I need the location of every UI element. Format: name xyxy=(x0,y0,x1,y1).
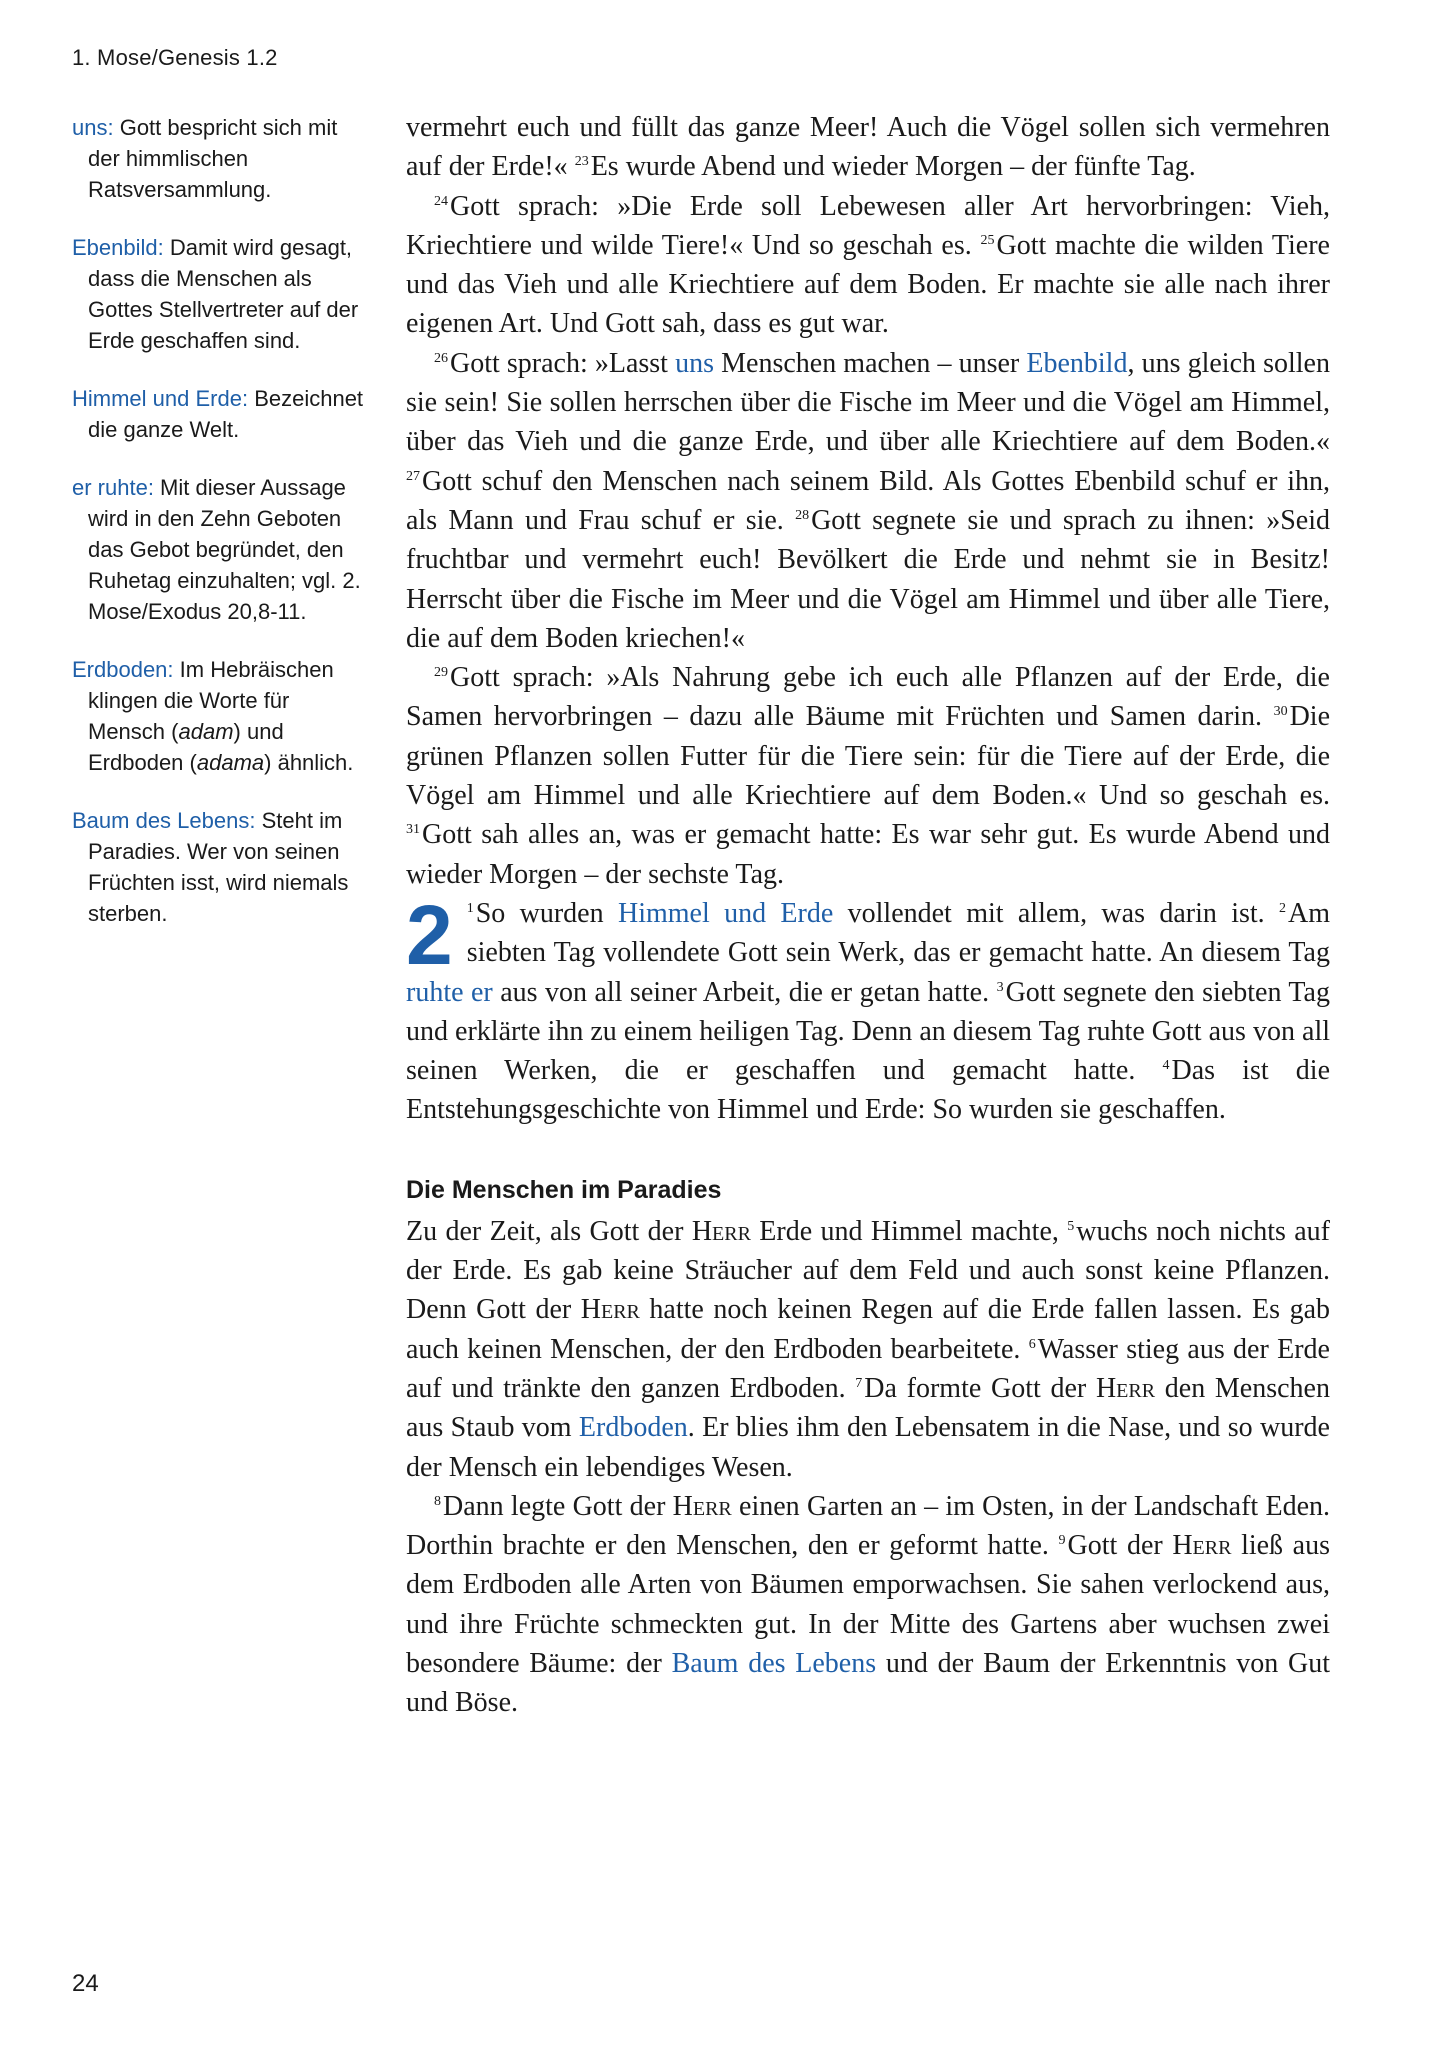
text: . Er blies ihm den Lebensatem in die Nase, und so wurde der Mensch ein lebendiges Wesen. xyxy=(406,1412,1330,1483)
paragraph xyxy=(406,344,1330,658)
text: , uns gleich sollen sie sein! Sie sollen herrschen über die Fische im Meer und die Vögel am Himmel, über das Vieh und die ganze Erde, und über alle Kriechtiere auf dem Boden.« xyxy=(406,347,1330,458)
divine-name: Herr xyxy=(691,1215,751,1247)
note-ebenbild xyxy=(72,232,372,356)
note-uns xyxy=(72,112,372,205)
page-number: 24 xyxy=(72,1970,99,1997)
note-text: ) ähnlich. xyxy=(264,750,354,775)
verse-number: 24 xyxy=(434,193,448,209)
text: Gott sprach: »Die Erde soll Lebewesen aller Art hervorbringen: Vieh, Kriechtiere und wilde Tiere!« Und so geschah es. xyxy=(406,190,1330,261)
annotated-term-uns[interactable]: uns xyxy=(675,347,714,379)
text: hatte noch keinen Regen auf die Erde fallen lassen. Es gab auch keinen Menschen, der den Erdboden bearbeitete. xyxy=(406,1294,1330,1365)
text: den Menschen aus Staub vom xyxy=(406,1372,1330,1444)
text: Da formte Gott der xyxy=(864,1372,1096,1404)
note-baum-des-lebens xyxy=(72,805,372,929)
text: Das ist die Entstehungsgeschichte von Himmel und Erde: So wurden sie geschaffen. xyxy=(406,1055,1330,1126)
verse-number: 5 xyxy=(1067,1218,1075,1234)
note-emphasis: adama xyxy=(196,750,265,775)
verse-number: 9 xyxy=(1058,1533,1066,1549)
text: Gott schuf den Menschen nach seinem Bild. Als Gottes Ebenbild schuf er ihn, als Mann und Frau schuf er sie. xyxy=(406,465,1330,536)
note-text: Im Hebräischen klingen die Worte für Mensch ( xyxy=(88,657,334,744)
text: einen Garten an – im Osten, in der Landschaft Eden. Dorthin brachte er den Menschen, den er geformt hatte. xyxy=(406,1490,1331,1562)
text: Gott machte die wilden Tiere und das Vieh und alle Kriechtiere auf dem Boden. Er machte sie alle nach ihrer eigenen Art. Und Gott sah, dass es gut war. xyxy=(406,229,1330,340)
text: Gott segnete den siebten Tag und erklärte ihn zu einem heiligen Tag. Denn an diesem Tag ruhte Gott aus von all seinen Werken, die er geschaffen und gemacht hatte. xyxy=(406,976,1330,1087)
note-term: Ebenbild: xyxy=(72,235,164,260)
note-term: Baum des Lebens: xyxy=(72,808,256,833)
verse-number: 1 xyxy=(466,900,474,916)
note-text: Damit wird gesagt, dass die Menschen als Gottes Stellvertreter auf der Erde geschaffen sind. xyxy=(88,235,359,353)
verse-number: 29 xyxy=(434,665,448,681)
text: vermehrt euch und füllt das ganze Meer! Auch die Vögel sollen sich vermehren auf der Erde!« xyxy=(406,112,1330,183)
text: Gott sprach: »Als Nahrung gebe ich euch alle Pflanzen auf der Erde, die Samen hervorbringen – dazu alle Bäume mit Früchten und Samen darin. xyxy=(406,662,1330,733)
sidebar-notes xyxy=(72,112,372,956)
verse-number: 27 xyxy=(406,468,420,484)
paragraph xyxy=(406,1212,1330,1487)
text: aus von all seiner Arbeit, die er getan hatte. xyxy=(492,976,997,1008)
paragraph xyxy=(406,108,1330,187)
text: Es wurde Abend und wieder Morgen – der fünfte Tag. xyxy=(590,151,1196,183)
verse-number: 30 xyxy=(1273,704,1288,720)
note-text: ) und Erdboden ( xyxy=(88,719,284,775)
note-term: uns: xyxy=(72,115,114,140)
text: Menschen machen – unser xyxy=(714,347,1027,379)
verse-number: 3 xyxy=(996,979,1004,995)
main-text xyxy=(406,108,1330,1723)
verse-number: 2 xyxy=(1279,900,1286,916)
paragraph xyxy=(406,658,1330,894)
chapter-paragraph xyxy=(406,887,1330,1130)
text: Erde und Himmel machte, xyxy=(750,1215,1068,1247)
note-term: er ruhte: xyxy=(72,475,154,500)
chapter-number: 2 xyxy=(406,887,453,982)
text: Am siebten Tag vollendete Gott sein Werk, das er gemacht hatte. An diesem Tag xyxy=(466,897,1330,969)
verse-number: 4 xyxy=(1162,1058,1170,1074)
annotated-term-himmel-und-erde[interactable]: Himmel und Erde xyxy=(617,897,834,929)
text: Dann legte Gott der xyxy=(443,1490,673,1522)
text: Gott segnete sie und sprach zu ihnen: »Seid fruchtbar und vermehrt euch! Bevölkert die Erde und nehmt sie in Besitz! Herrscht über die Fische im Meer und die Vögel am Himmel und über alle Tiere, die auf dem Boden kriechen!« xyxy=(406,504,1330,654)
divine-name: Herr xyxy=(580,1294,640,1326)
divine-name: Herr xyxy=(1095,1372,1156,1404)
section-heading: Die Menschen im Paradies xyxy=(406,1175,722,1204)
annotated-term-baum-des-lebens[interactable]: Baum des Lebens xyxy=(671,1647,877,1679)
verse-number: 25 xyxy=(980,232,995,248)
text: ließ aus dem Erdboden alle Arten von Bäumen emporwachsen. Sie sahen verlockend aus, und ihre Früchte schmeckten gut. In der Mitte des Gartens aber wuchsen zwei besondere Bäume: der xyxy=(406,1530,1331,1679)
verse-number: 28 xyxy=(795,507,810,523)
verse-number: 6 xyxy=(1028,1336,1036,1352)
note-text: Gott bespricht sich mit der himmlischen Ratsversammlung. xyxy=(88,115,338,202)
text: Wasser stieg aus der Erde auf und tränkte den ganzen Erdboden. xyxy=(406,1333,1330,1404)
note-term: Erdboden: xyxy=(72,657,174,682)
note-himmel-und-erde xyxy=(72,383,372,445)
note-text: Steht im Paradies. Wer von seinen Früchten isst, wird niemals sterben. xyxy=(88,808,349,926)
text: wuchs noch nichts auf der Erde. Es gab keine Sträucher auf dem Feld und auch sonst keine Pflanzen. Denn Gott der xyxy=(406,1215,1330,1326)
verse-number: 8 xyxy=(434,1493,441,1509)
annotated-term-ebenbild[interactable]: Ebenbild xyxy=(1026,347,1128,379)
text: Zu der Zeit, als Gott der xyxy=(406,1215,692,1247)
note-term: Himmel und Erde: xyxy=(72,386,249,411)
note-er-ruhte xyxy=(72,472,372,627)
note-text: Mit dieser Aussage wird in den Zehn Geboten das Gebot begründet, den Ruhetag einzuhalten; vgl. 2. Mose/Exodus 20,8-11. xyxy=(88,475,361,624)
text: Die grünen Pflanzen sollen Futter für die Tiere sein: für die Tiere auf der Erde, die Vögel am Himmel und alle Kriechtiere auf dem Boden.« Und so geschah es. xyxy=(406,701,1330,812)
annotated-term-erdboden[interactable]: Erdboden xyxy=(578,1412,688,1444)
divine-name: Herr xyxy=(1172,1530,1232,1562)
text: Gott sprach: »Lasst xyxy=(450,347,676,379)
text: und der Baum der Erkenntnis von Gut und Böse. xyxy=(406,1647,1330,1719)
divine-name: Herr xyxy=(672,1490,732,1522)
text: Gott der xyxy=(1067,1530,1173,1562)
text: vollendet mit allem, was darin ist. xyxy=(833,897,1279,929)
text: So wurden xyxy=(475,897,618,929)
note-emphasis: adam xyxy=(178,719,234,744)
paragraph xyxy=(406,187,1330,344)
verse-number: 31 xyxy=(406,822,420,838)
verse-number: 26 xyxy=(434,350,448,366)
verse-number: 23 xyxy=(574,154,589,170)
verse-number: 7 xyxy=(855,1375,863,1391)
paragraph xyxy=(406,1487,1330,1723)
text: Gott sah alles an, was er gemacht hatte: Es war sehr gut. Es wurde Abend und wieder Morgen – der sechste Tag. xyxy=(406,819,1330,890)
note-erdboden xyxy=(72,654,372,778)
annotated-term-er-ruhte[interactable]: ruhte er xyxy=(406,976,493,1008)
note-text: Bezeichnet die ganze Welt. xyxy=(88,386,364,442)
running-head: 1. Mose/Genesis 1.2 xyxy=(72,45,278,70)
